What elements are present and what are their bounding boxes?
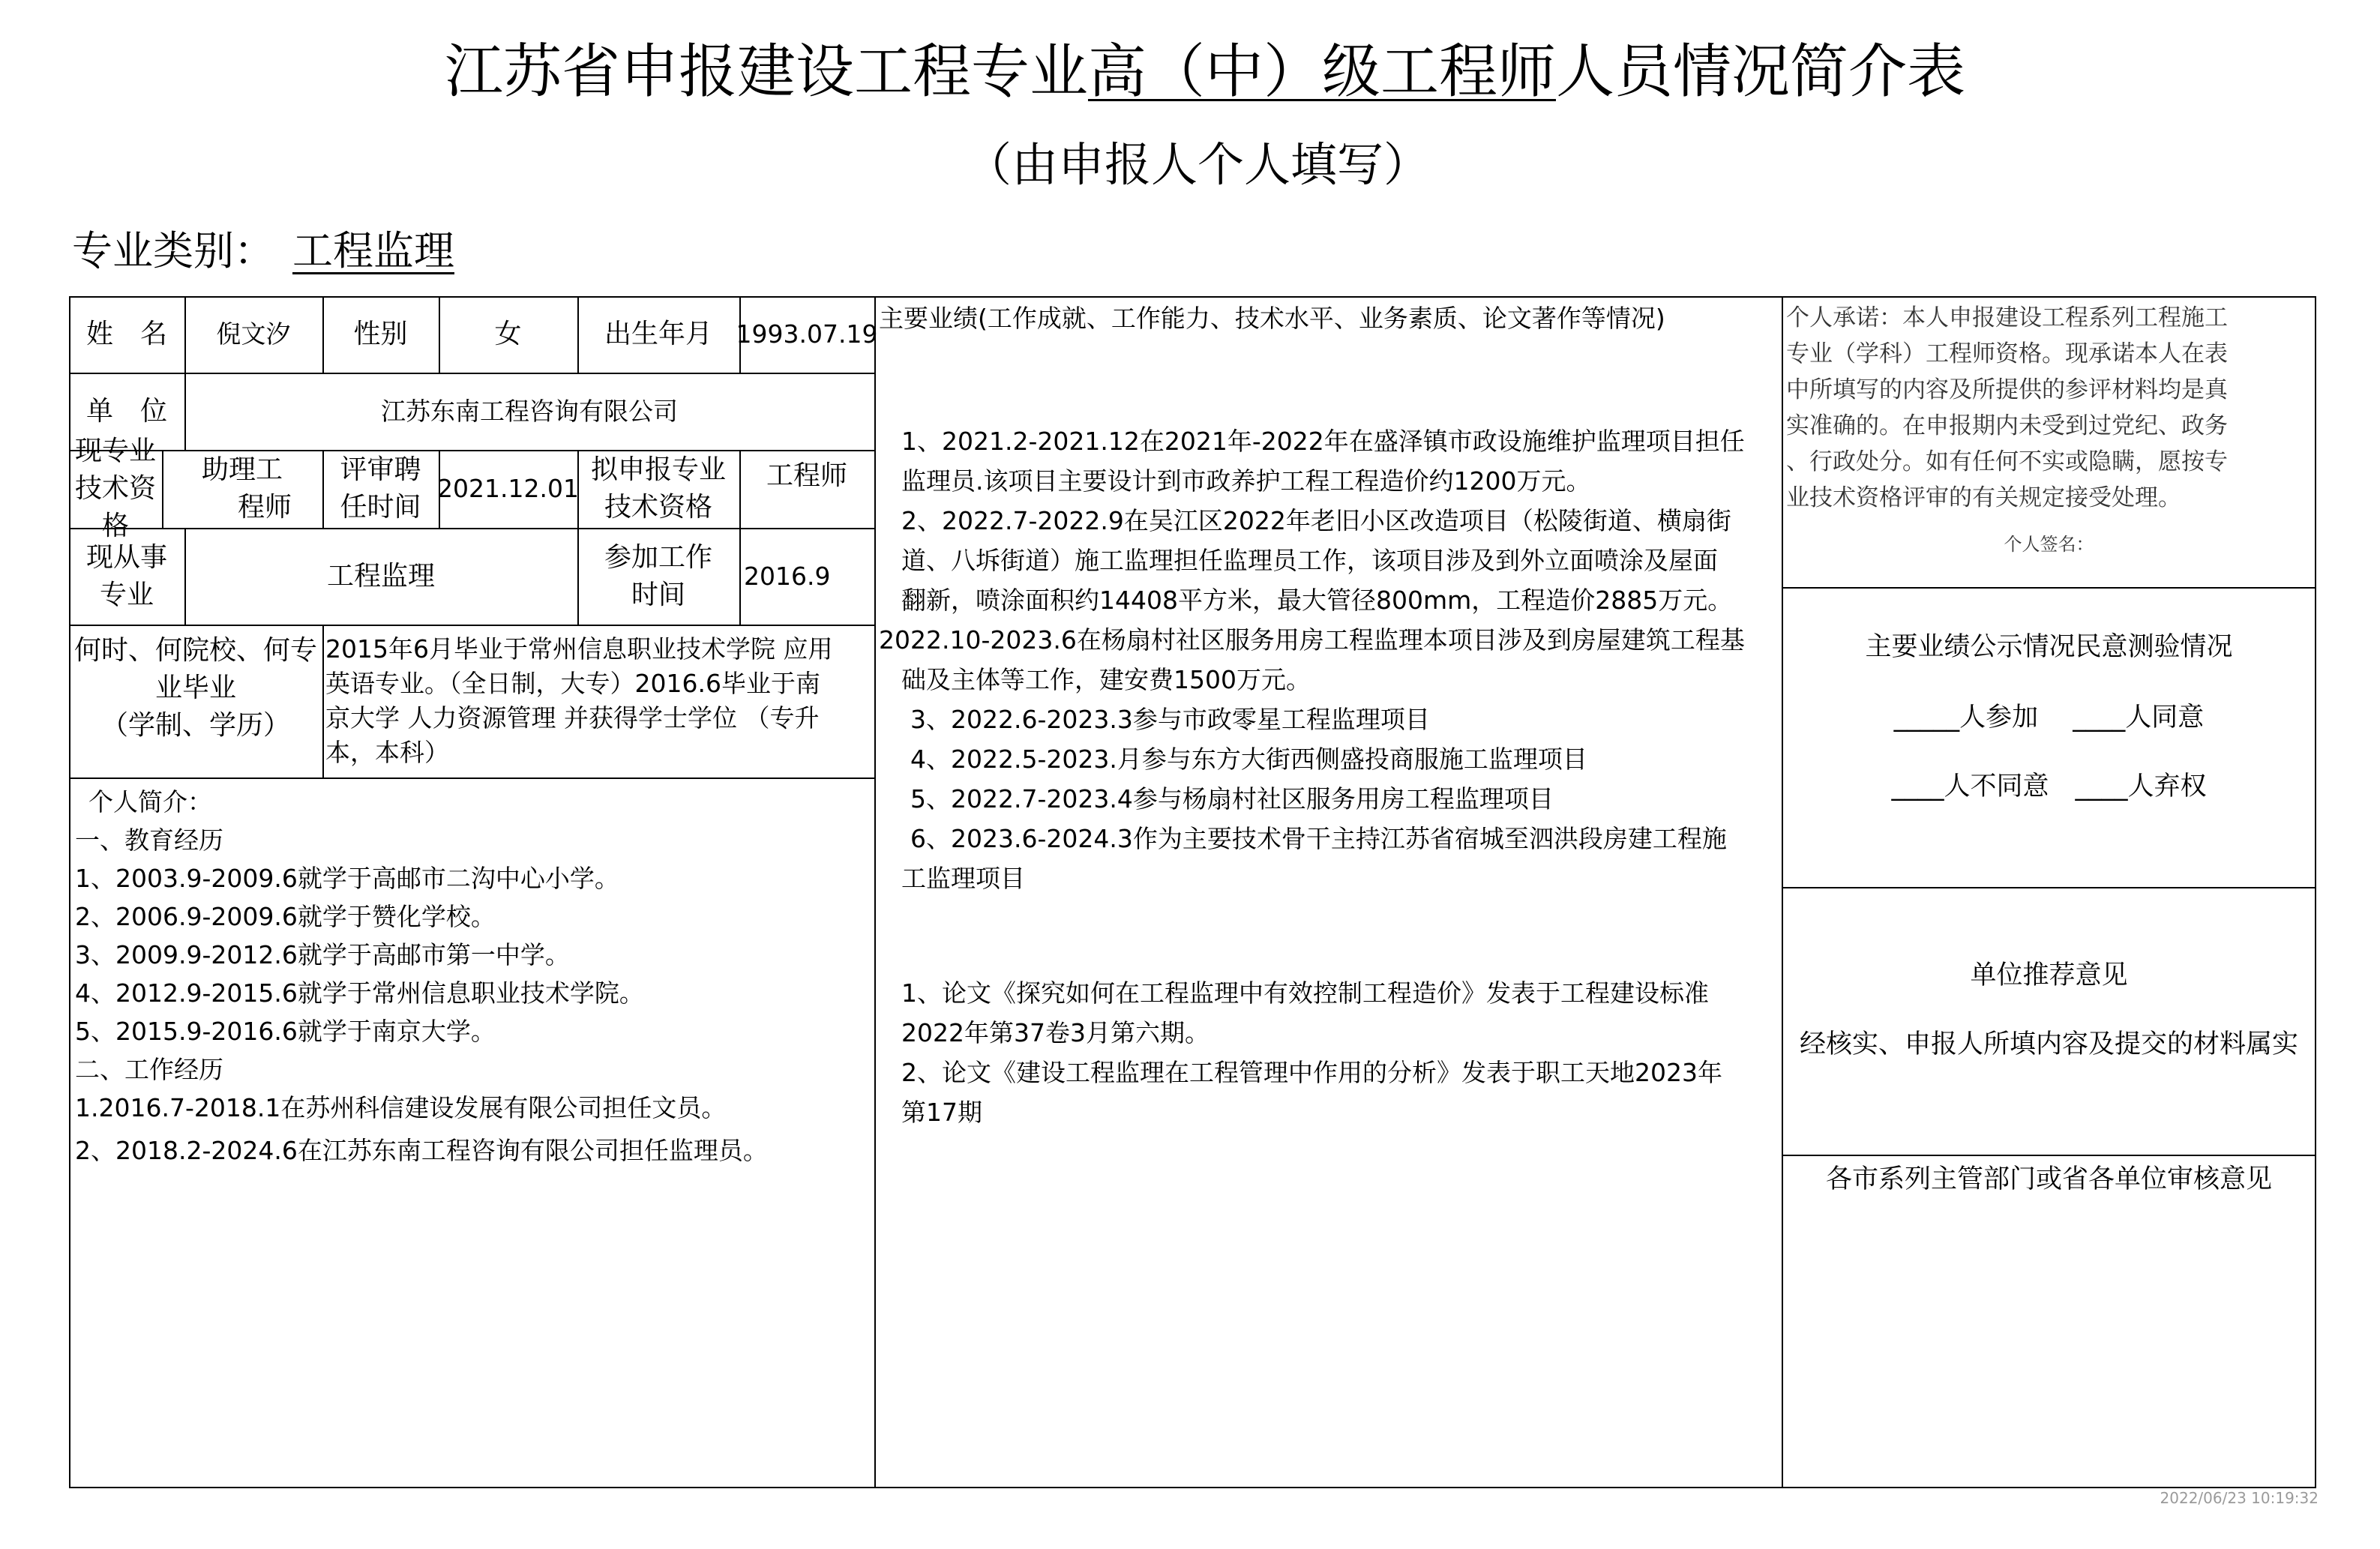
graduation-label-line3: （学制、学历） — [100, 710, 290, 741]
bio-line: 4、2012.9-2015.6就学于常州信息职业技术学院。 — [75, 978, 644, 1008]
current-qualification-value-line2: 程师 — [237, 492, 292, 523]
survey-title: 主要业绩公示情况民意测验情况 — [1865, 632, 2233, 662]
survey-row-participate: _____人参加 ____人同意 — [1893, 703, 2205, 733]
bio-line: 2、2018.2-2024.6在江苏东南工程咨询有限公司担任监理员。 — [75, 1136, 768, 1165]
bio-line: 3、2009.9-2012.6就学于高邮市第一中学。 — [75, 940, 570, 969]
graduation-value-line: 本，本科） — [325, 738, 449, 767]
achievement-line: 5、2022.7-2023.4参与杨扇村社区服务用房工程监理项目 — [910, 784, 1554, 813]
apply-qualification-label-line2: 技术资格 — [604, 492, 712, 523]
recommendation-text: 经核实、申报人所填内容及提交的材料属实 — [1799, 1029, 2298, 1059]
work-start-value: 2016.9 — [744, 561, 831, 591]
unit-value: 江苏东南工程咨询有限公司 — [381, 396, 678, 426]
title-suffix: 人员情况简介表 — [1556, 38, 1966, 106]
row-line — [1782, 1155, 2316, 1156]
paper-line: 2、论文《建设工程监理在工程管理中作用的分析》发表于职工天地2023年 — [901, 1058, 1722, 1087]
personal-promise — [1786, 300, 2311, 516]
graduation-label — [69, 625, 322, 760]
work-start-label-line2: 时间 — [631, 579, 685, 610]
achievements-list — [879, 421, 1779, 898]
print-timestamp: 2022/06/23 10:19:32 — [2160, 1489, 2319, 1507]
apply-qualification-label — [577, 450, 739, 528]
current-qualification-label-line1: 现专业 — [74, 436, 156, 466]
graduation-label-line2: 业毕业 — [154, 673, 236, 703]
apply-qualification-label-line1: 拟申报专业 — [590, 454, 726, 485]
achievement-line: 础及主体等工作，建安费1500万元。 — [901, 665, 1311, 694]
evaluation-time-label-line2: 任时间 — [340, 492, 421, 523]
bio-line: 二、工作经历 — [75, 1055, 223, 1084]
papers-list — [879, 973, 1779, 1132]
bio-line: 5、2015.9-2016.6就学于南京大学。 — [75, 1017, 496, 1046]
promise-line: 实准确的。在申报期内未受到过党纪、政务 — [1786, 412, 2228, 439]
achievement-line: 3、2022.6-2023.3参与市政零星工程监理项目 — [910, 705, 1430, 734]
bio-line: 2、2006.9-2009.6就学于赞化学校。 — [75, 902, 496, 931]
current-qualification-value-line1: 助理工 — [201, 454, 283, 485]
paper-line: 1、论文《探究如何在工程监理中有效控制工程造价》发表于工程建设标准 — [901, 978, 1709, 1008]
promise-line: 专业（学科）工程师资格。现承诺本人在表 — [1786, 340, 2228, 367]
title-prefix: 江苏省申报建设工程专业 — [444, 38, 1088, 106]
current-major-label — [69, 528, 184, 625]
birth-value: 1993.07.19 — [736, 319, 878, 349]
title-level: 高（中）级工程师 — [1087, 38, 1556, 106]
row-line — [1782, 887, 2316, 888]
column-divider-1 — [874, 296, 876, 1488]
promise-line: 业技术资格评审的有关规定接受处理。 — [1786, 484, 2181, 511]
current-major-label-line1: 现从事 — [85, 541, 167, 573]
category-label: 专业类别： — [72, 227, 274, 274]
gender-value: 女 — [494, 319, 522, 349]
bio-line: 一、教育经历 — [75, 825, 223, 855]
signature-label: 个人签名： — [2004, 534, 2094, 555]
graduation-value — [325, 632, 873, 770]
achievement-line: 2022.10-2023.6在杨扇村社区服务用房工程监理本项目涉及到房屋建筑工程基 — [879, 625, 1745, 655]
graduation-label-line1: 何时、何院校、何专 — [73, 635, 317, 666]
promise-line: 中所填写的内容及所提供的参评材料均是真 — [1786, 376, 2228, 403]
paper-line: 第17期 — [901, 1098, 982, 1127]
graduation-value-line: 京大学 人力资源管理 并获得学士学位 （专升 — [325, 703, 820, 733]
current-qualification-label — [69, 436, 162, 541]
row-line — [1782, 587, 2316, 589]
bio-heading: 个人简介： — [88, 787, 212, 816]
unit-label: 单 位 — [85, 395, 167, 427]
column-divider-2 — [1782, 296, 1783, 1488]
work-start-label — [577, 528, 739, 625]
name-label: 姓 名 — [85, 319, 167, 349]
achievement-line: 监理员.该项目主要设计到市政养护工程工程造价约1200万元。 — [901, 466, 1591, 496]
achievement-line: 6、2023.6-2024.3作为主要技术骨干主持江苏省宿城至泗洪段房建工程施 — [910, 824, 1727, 853]
bio-line: 1、2003.9-2009.6就学于高邮市二沟中心小学。 — [75, 864, 619, 893]
current-qualification-value — [162, 450, 322, 528]
bio-line: 1.2016.7-2018.1在苏州科信建设发展有限公司担任文员。 — [75, 1093, 727, 1122]
paper-line: 2022年第37卷3月第六期。 — [901, 1018, 1209, 1047]
gender-label: 性别 — [353, 319, 408, 349]
birth-label: 出生年月 — [604, 319, 712, 349]
current-major-value: 工程监理 — [326, 560, 435, 592]
current-qualification-label-line2: 技术资格 — [74, 473, 156, 541]
achievement-line: 工监理项目 — [901, 864, 1025, 893]
personal-bio — [75, 783, 870, 1170]
evaluation-time-value: 2021.12.01 — [437, 474, 579, 503]
category-line — [72, 225, 454, 277]
evaluation-time-label — [322, 450, 439, 528]
graduation-value-line: 2015年6月毕业于常州信息职业技术学院 应用 — [325, 634, 833, 664]
current-major-label-line2: 专业 — [99, 579, 154, 610]
achievements-heading: 主要业绩(工作成就、工作能力、技术水平、业务素质、论文著作等情况) — [879, 304, 1665, 333]
apply-qualification-value: 工程师 — [766, 460, 847, 491]
evaluation-time-label-line1: 评审聘 — [340, 454, 421, 485]
graduation-value-line: 英语专业。（全日制，大专）2016.6毕业于南 — [325, 669, 820, 698]
achievement-line: 1、2021.2-2021.12在2021年-2022年在盛泽镇市政设施维护监理项目担任 — [901, 427, 1745, 456]
review-title: 各市系列主管部门或省各单位审核意见 — [1825, 1164, 2272, 1194]
promise-line: 、行政处分。如有任何不实或隐瞒，愿按专 — [1786, 448, 2228, 475]
page-subtitle: （由申报人个人填写） — [964, 137, 1430, 192]
achievement-line: 翻新，喷涂面积约14408平方米，最大管径800mm，工程造价2885万元。 — [901, 586, 1733, 615]
achievement-line: 2、2022.7-2022.9在吴江区2022年老旧小区改造项目（松陵街道、横扇街 — [901, 506, 1731, 535]
category-value: 工程监理 — [292, 227, 454, 274]
survey-row-oppose: ____人不同意 ____人弃权 — [1891, 772, 2207, 801]
page-title — [0, 36, 2380, 108]
cell-divider — [322, 625, 324, 777]
work-start-label-line1: 参加工作 — [604, 541, 712, 573]
achievement-line: 4、2022.5-2023.月参与东方大街西侧盛投商服施工监理项目 — [910, 745, 1587, 774]
name-value: 倪文汐 — [216, 319, 291, 349]
row-line — [69, 777, 874, 779]
promise-line: 个人承诺：本人申报建设工程系列工程施工 — [1786, 304, 2228, 331]
recommendation-title: 单位推荐意见 — [1970, 960, 2128, 990]
achievement-line: 道、八坼街道）施工监理担任监理员工作，该项目涉及到外立面喷涂及屋面 — [901, 546, 1718, 575]
